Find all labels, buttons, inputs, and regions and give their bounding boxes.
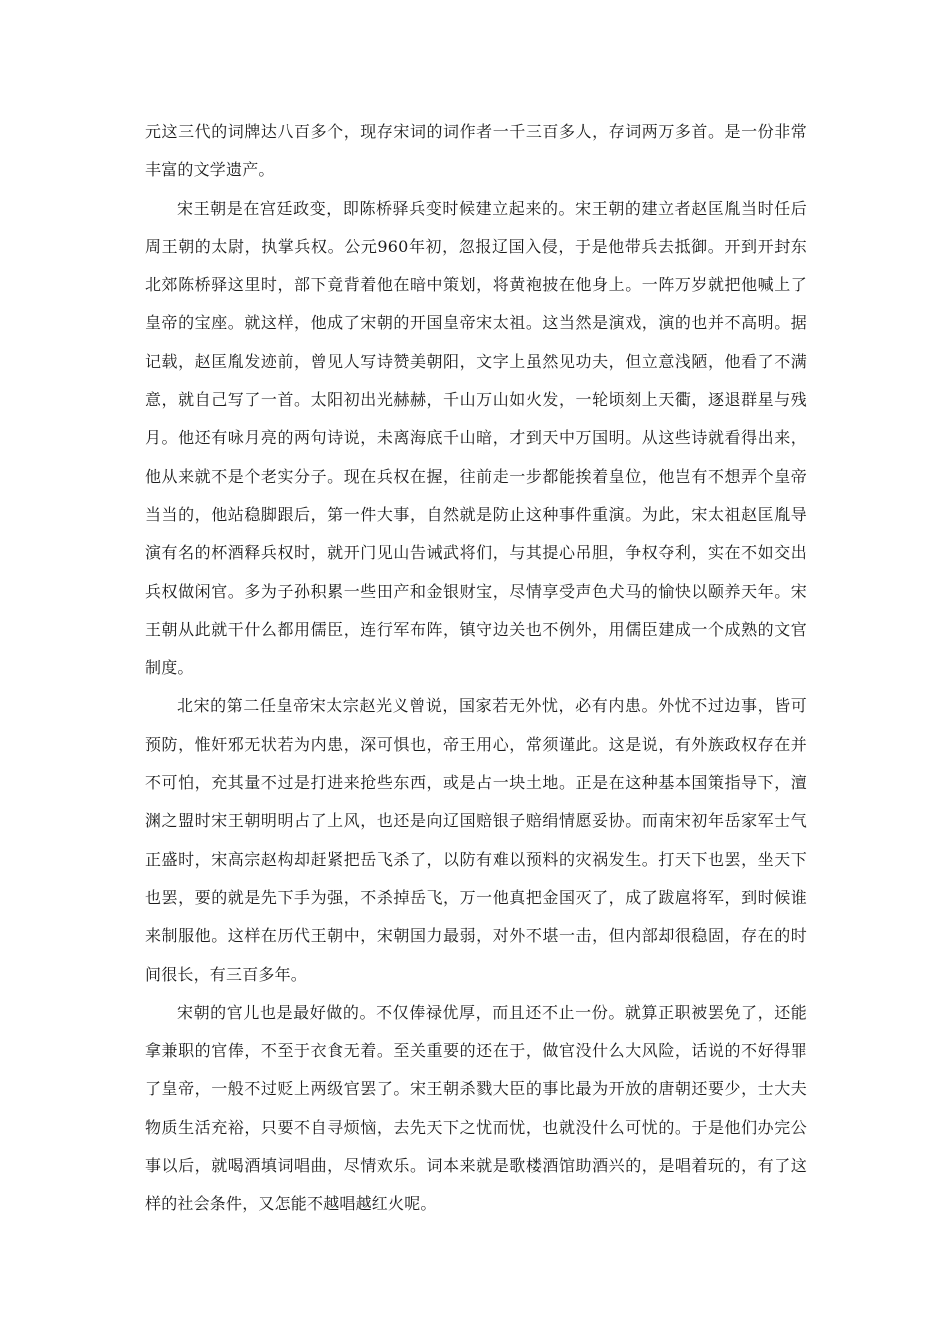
paragraph-song-founding: 宋王朝是在宫廷政变，即陈桥驿兵变时候建立起来的。宋王朝的建立者赵匡胤当时任后周王朝的太尉，执掌兵权。公元960年初，忽报辽国入侵，于是他带兵去抵御。开到开封东北郊陈桥驿这里时，部下竟背着他在暗中策划，将黄袍披在他身上。一阵万岁就把他喊上了皇帝的宝座。就这样，他成了宋朝的开国皇帝宋太祖。这当然是演戏，演的也并不高明。据记载，赵匡胤发迹前，曾见人写诗赞美朝阳，文字上虽然见功夫，但立意浅陋，他看了不满意，就自己写了一首。太阳初出光赫赫，千山万山如火发，一轮顷刻上天衢，逐退群星与残月。他还有咏月亮的两句诗说，未离海底千山暗，才到天中万国明。从这些诗就看得出来，他从来就不是个老实分子。现在兵权在握，往前走一步都能挨着皇位，他岂有不想弄个皇帝当当的，他站稳脚跟后，第一件大事，自然就是防止这种事件重演。为此，宋太祖赵匡胤导演有名的杯酒释兵权时，就开门见山告诫武将们，与其提心吊胆，争权夺利，实在不如交出兵权做闲官。多为子孙积累一些田产和金银财宝，尽情享受声色犬马的愉快以颐养天年。宋王朝从此就干什么都用儒臣，连行军布阵，镇守边关也不例外，用儒臣建成一个成熟的文官制度。 bbox=[145, 198, 807, 678]
document-page bbox=[145, 113, 807, 1224]
paragraph-song-officials: 宋朝的官儿也是最好做的。不仅俸禄优厚，而且还不止一份。就算正职被罢免了，还能拿兼职的官俸，不至于衣食无着。至关重要的还在于，做官没什么大风险，话说的不好得罪了皇帝，一般不过贬上两级官罢了。宋王朝杀戮大臣的事比最为开放的唐朝还要少，士大夫物质生活充裕，只要不自寻烦恼，去先天下之忧而忧，也就没什么可忧的。于是他们办完公事以后，就喝酒填词唱曲，尽情欢乐。词本来就是歌楼酒馆助酒兴的，是唱着玩的，有了这样的社会条件，又怎能不越唱越红火呢。 bbox=[145, 1002, 807, 1214]
paragraph-song-taizong: 北宋的第二任皇帝宋太宗赵光义曾说，国家若无外忧，必有内患。外忧不过边事，皆可预防，惟奸邪无状若为内患，深可惧也，帝王用心，常须谨此。这是说，有外族政权存在并不可怕，充其量不过是打进来抢些东西，或是占一块土地。正是在这种基本国策指导下，澶渊之盟时宋王朝明明占了上风，也还是向辽国赔银子赔绢情愿妥协。而南宋初年岳家军士气正盛时，宋高宗赵构却赶紧把岳飞杀了，以防有难以预料的灾祸发生。打天下也罢，坐天下也罢，要的就是先下手为强，不杀掉岳飞，万一他真把金国灭了，成了跋扈将军，到时候谁来制服他。这样在历代王朝中，宋朝国力最弱，对外不堪一击，但内部却很稳固，存在的时间很长，有三百多年。 bbox=[145, 696, 807, 984]
paragraph-continuation: 元这三代的词牌达八百多个，现存宋词的词作者一千三百多人，存词两万多首。是一份非常丰富的文学遗产。 bbox=[145, 122, 807, 180]
